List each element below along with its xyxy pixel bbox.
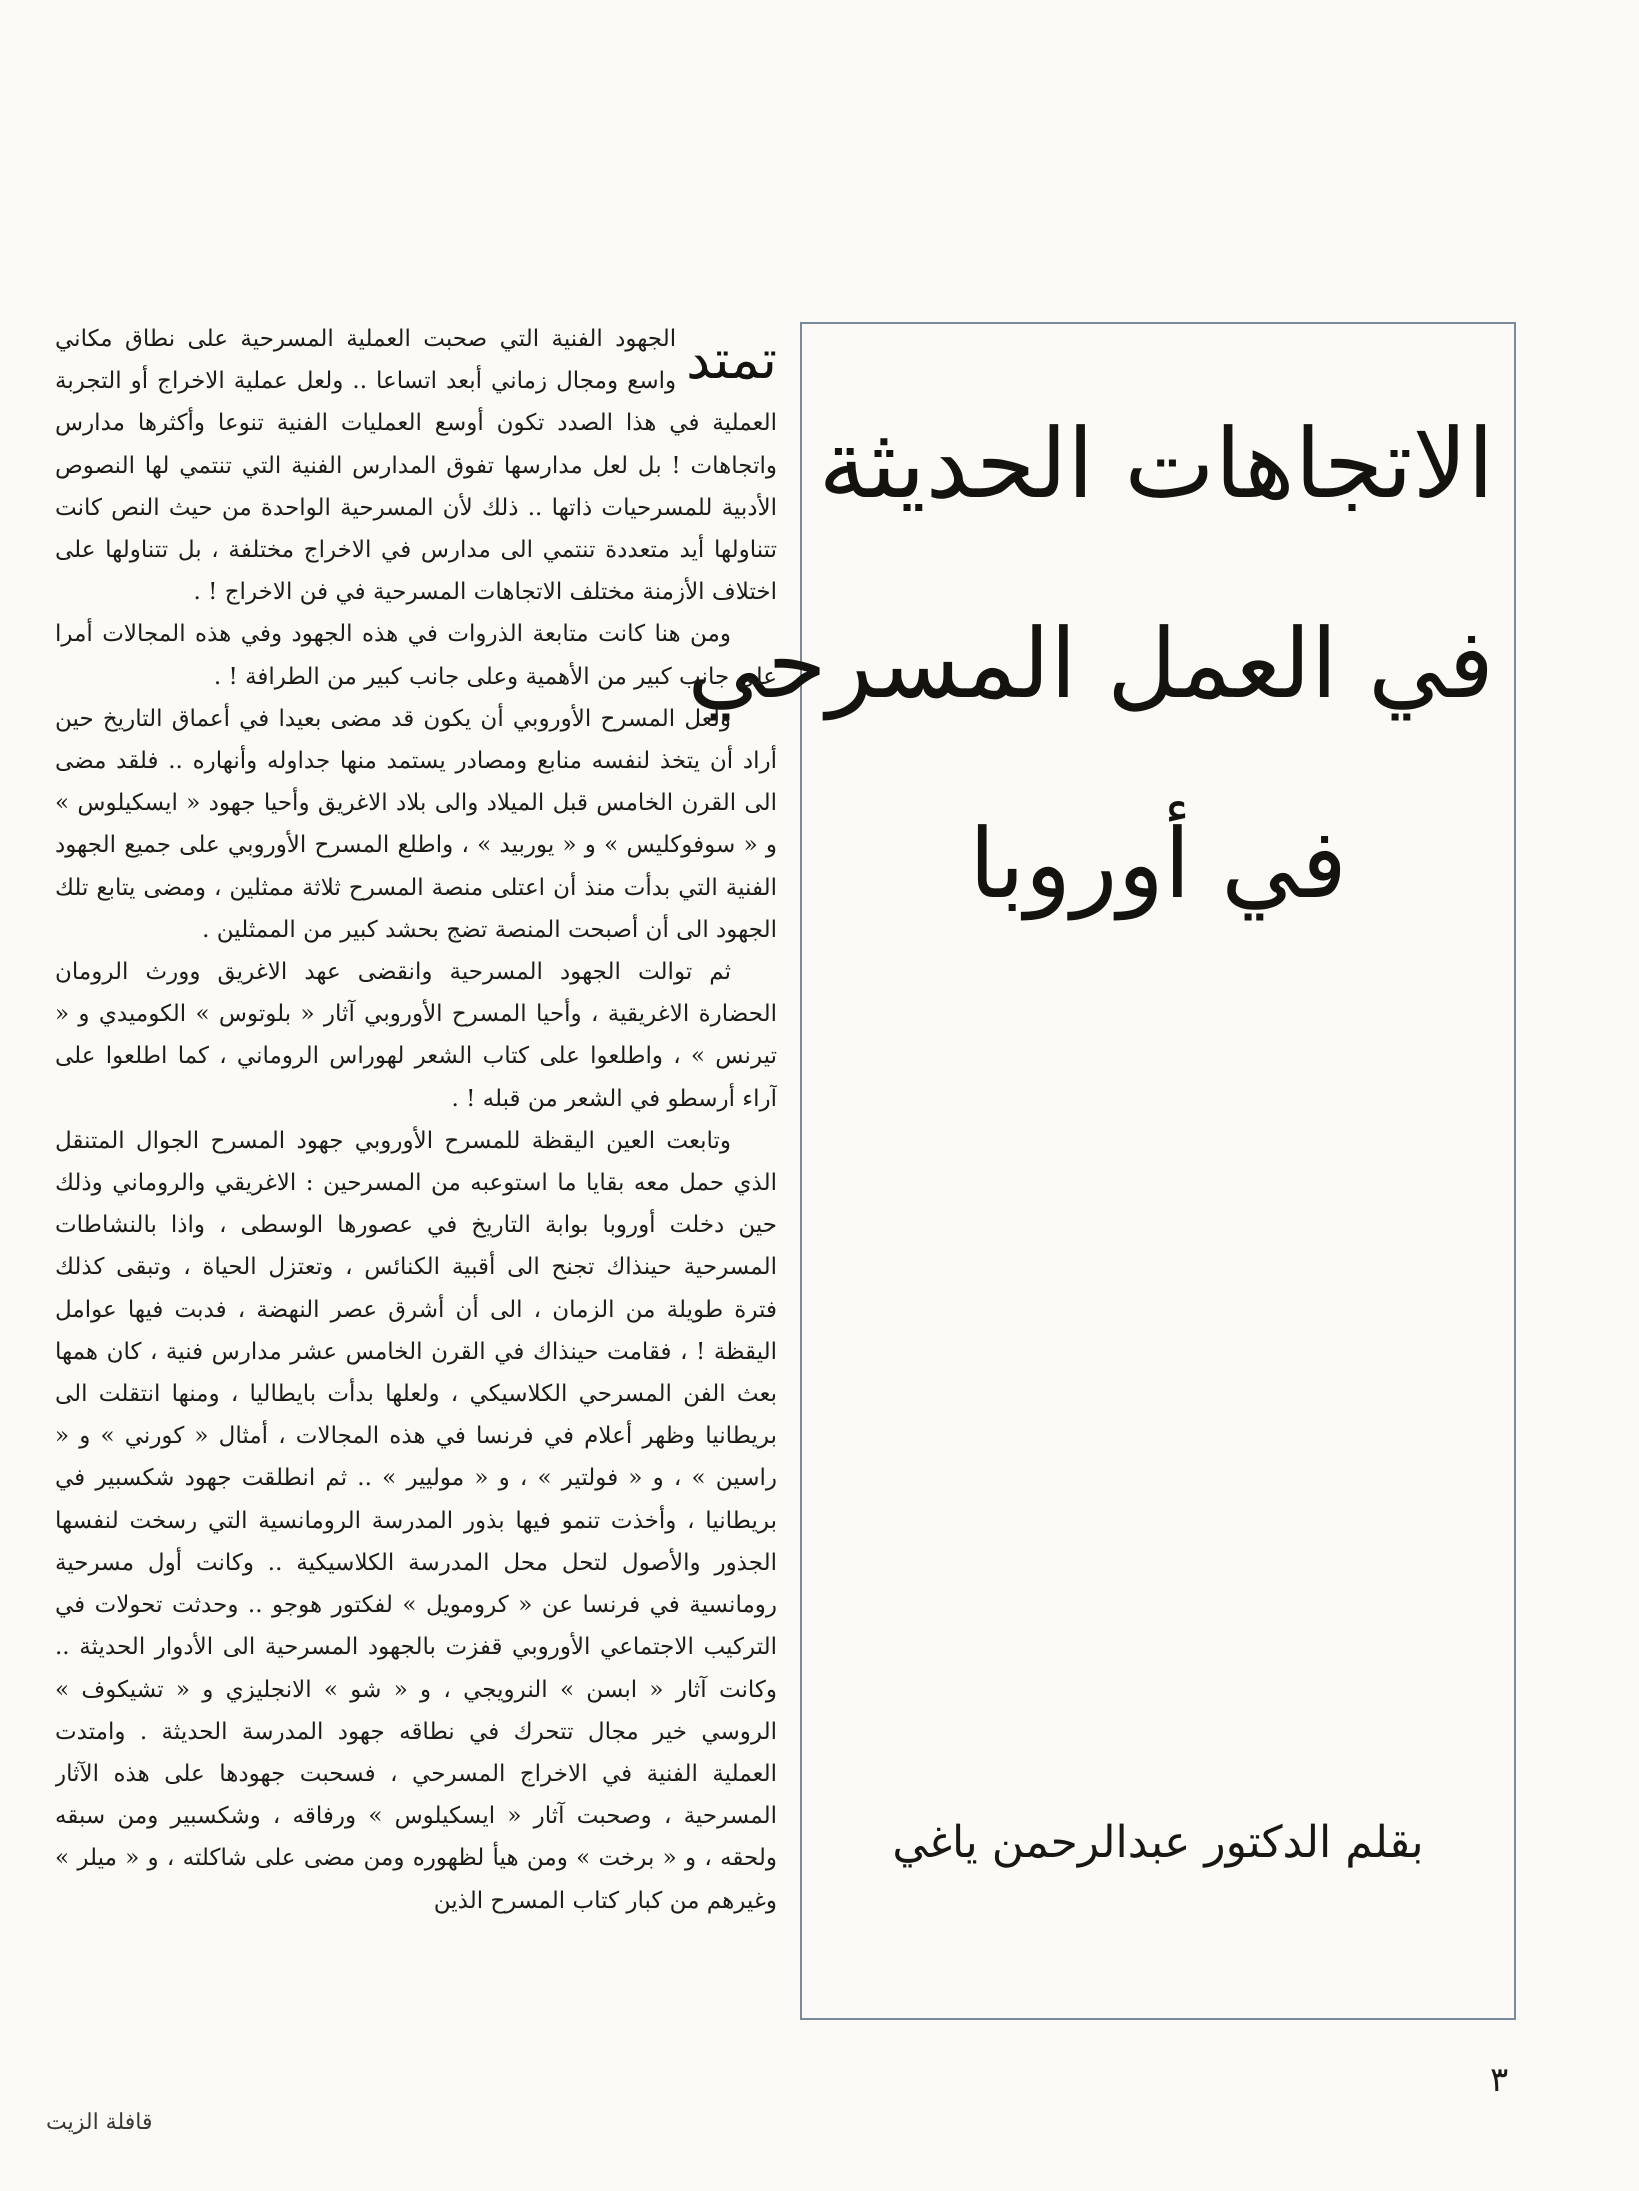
paragraph-5: وتابعت العين اليقظة للمسرح الأوروبي جهود المسرح الجوال المتنقل الذي حمل معه بقايا ما استوعبه من المسرحين : الاغريقي والروماني وذلك حين دخلت أوروبا بوابة التاريخ في عصورها الوسطى ، واذا بالنشاطات المسرحية حينذاك تجنح الى أقبية الكنائس ، وتعتزل الحياة ، وتبقى كذلك فترة طويلة من الزمان ، الى أن أشرق عصر النهضة ، فدبت فيها عوامل اليقظة ! ، فقامت حينذاك في القرن الخامس عشر مدارس فنية ، كان همها بعث الفن المسرحي الكلاسيكي ، ولعلها بدأت بايطاليا ، ومنها انتقلت الى بريطانيا وظهر أعلام في فرنسا في هذه المجالات ، أمثال « كورني » و « راسين » ، و « فولتير » ، و « موليير » .. ثم انطلقت جهود شكسبير في بريطانيا ، وأخذت تنمو فيها بذور المدرسة الرومانسية التي رسخت لنفسها الجذور والأصول لتحل محل المدرسة الكلاسيكية .. وكانت أول مسرحية رومانسية في فرنسا عن « كرومويل » لفكتور هوجو .. وحدثت تحولات في التركيب الاجتماعي الأوروبي قفزت بالجهود المسرحية الى الأدوار الحديثة .. وكانت آثار « ابسن » النرويجي ، و « شو » الانجليزي و « تشيكوف » الروسي خير مجال تتحرك في نطاقه جهود المدرسة الحديثة . وامتدت العملية الفنية في الاخراج المسرحي ، فسحبت جهودها على هذه الآثار المسرحية ، وصحبت آثار « ايسكيلوس » ورفاقه ، وشكسبير ومن سبقه ولحقه ، و « برخت » ومن هيأ لظهوره ومن مضى على شاكلته ، و « ميلر » وغيرهم من كبار كتاب المسرح الذين (55, 1127, 777, 1914)
paragraph-1 (55, 318, 777, 613)
title-line-3: في أوروبا (968, 808, 1348, 920)
paragraph-1-text: الجهود الفنية التي صحبت العملية المسرحية على نطاق مكاني واسع ومجال زماني أبعد اتساعا .. ولعل عملية الاخراج أو التجربة العملية في هذا الصدد تكون أوسع العمليات الفنية تنوعا وأكثرها مدارس واتجاهات ! بل لعل مدارسها تفوق المدارس الفنية التي تنتمي لها النصوص الأدبية للمسرحيات ذاتها .. ذلك لأن المسرحية الواحدة من حيث النص كانت تتناولها أيد متعددة تنتمي الى مدارس في الاخراج مختلفة ، بل تتناولها على اختلاف الأزمنة مختلف الاتجاهات المسرحية في فن الاخراج ! . (55, 326, 777, 606)
author-byline: بقلم الدكتور عبدالرحمن ياغي (892, 1817, 1424, 1868)
article-title (687, 364, 1494, 964)
dropcap-word: تمتد (686, 328, 777, 391)
paragraph-3: ولعل المسرح الأوروبي أن يكون قد مضى بعيدا في أعماق التاريخ حين أراد أن يتخذ لنفسه منابع ومصادر يستمد منها جداوله وأنهاره .. فلقد مضى الى القرن الخامس قبل الميلاد والى بلاد الاغريق وأحيا جهود « ايسكيلوس » و « سوفوكليس » و « يوربيد » ، واطلع المسرح الأوروبي على جميع الجهود الفنية التي بدأت منذ أن اعتلى منصة المسرح ثلاثة ممثلين ، ومضى يتابع تلك الجهود الى أن أصبحت المنصة تضج بحشد كبير من الممثلين . (55, 705, 777, 943)
page-number: ٣ (1490, 2060, 1509, 2100)
paragraph-2: ومن هنا كانت متابعة الذروات في هذه الجهود وفي هذه المجالات أمرا على جانب كبير من الأهمية وعلى جانب كبير من الطرافة ! . (55, 621, 777, 690)
title-line-2: في العمل المسرحي (687, 608, 1494, 720)
title-line-1: الاتجاهات الحديثة (818, 408, 1494, 520)
article-body (55, 318, 777, 2078)
footer-magazine-name: قافلة الزيت (46, 2110, 153, 2135)
paragraph-4: ثم توالت الجهود المسرحية وانقضى عهد الاغريق وورث الرومان الحضارة الاغريقية ، وأحيا المسرح الأوروبي آثار « بلوتوس » الكوميدي و « تيرنس » ، واطلعوا على كتاب الشعر لهوراس الروماني ، كما اطلعوا على آراء أرسطو في الشعر من قبله ! . (55, 959, 777, 1112)
